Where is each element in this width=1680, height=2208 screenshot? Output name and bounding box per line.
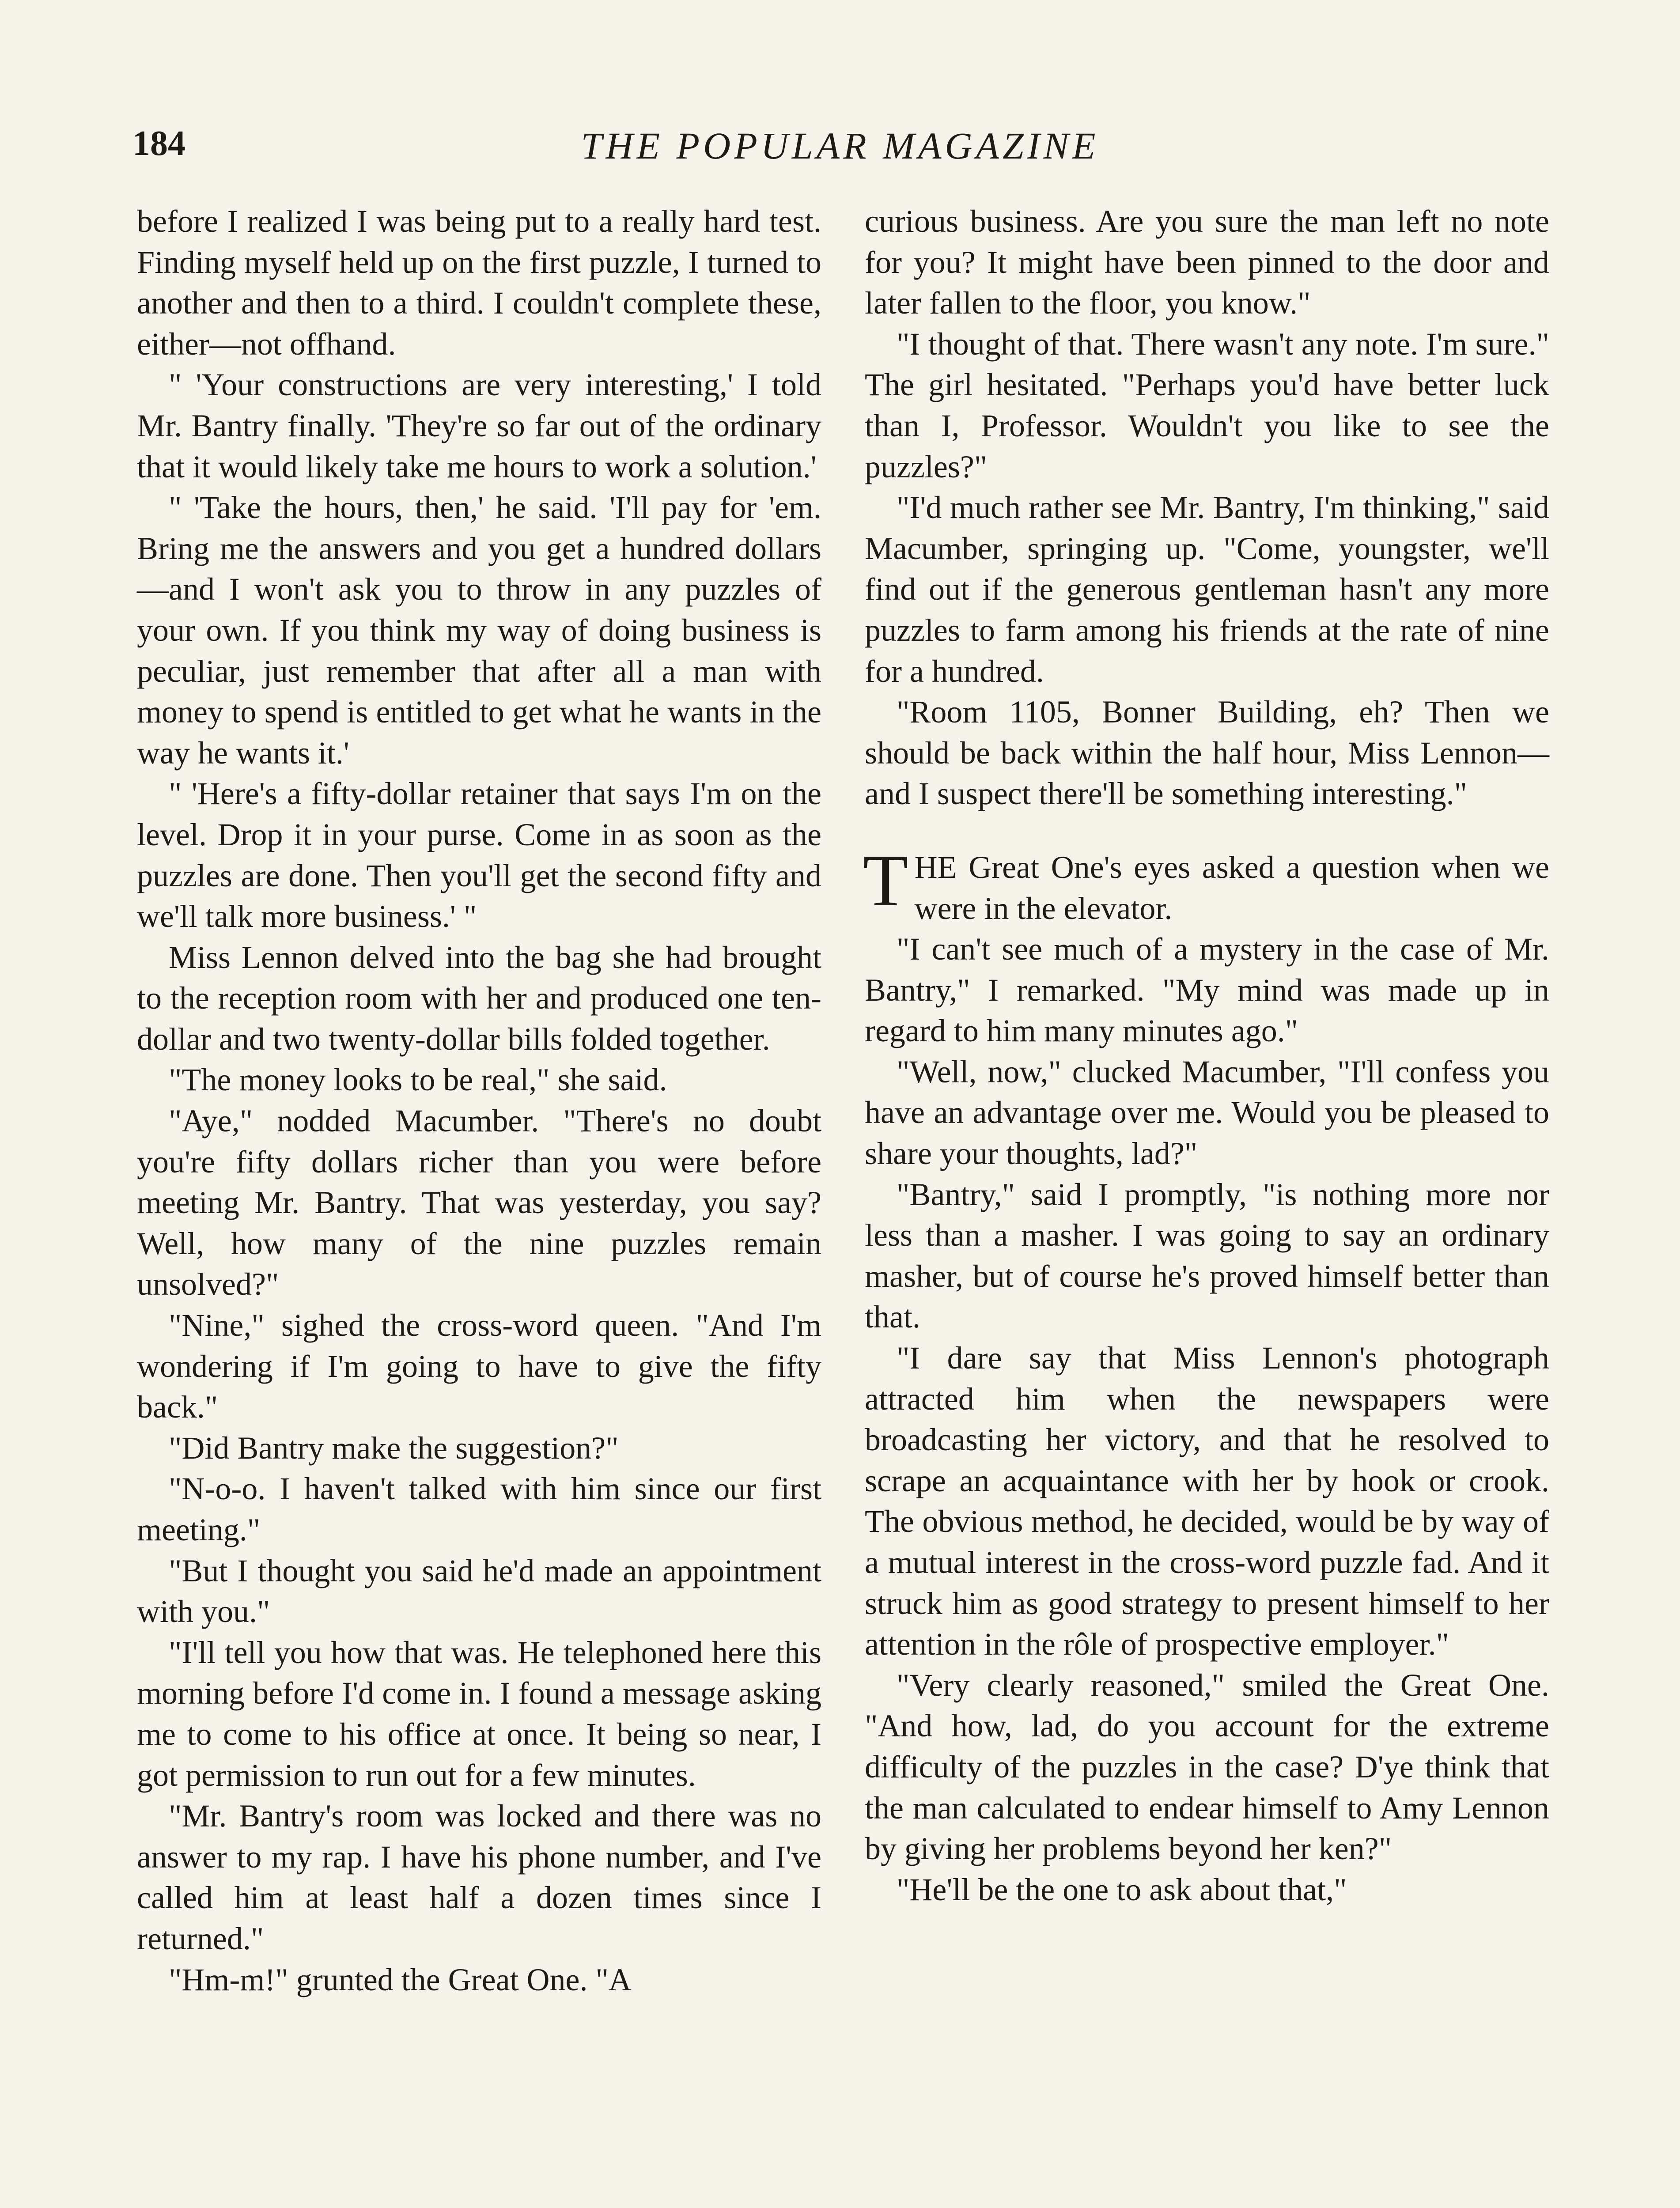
paragraph: "I can't see much of a mystery in the case of Mr. Bantry," I remarked. "My mind was made up in regard to him many minutes ago." xyxy=(865,931,1549,1049)
paragraph: Miss Lennon delved into the bag she had brought to the reception room with her and produced one ten-dollar and two twenty-dollar bills folded together. xyxy=(137,939,821,1057)
paragraph: "I dare say that Miss Lennon's photograph attracted him when the newspapers were broadcasting her victory, and that he resolved to scrape an acquaintance with her by hook or crook. The obvious method, he decided, would be by way of a mutual interest in the cross-word puzzle fad. And it struck him as good strategy to present himself to her attention in the rôle of prospective employer." xyxy=(865,1340,1549,1662)
right-column xyxy=(865,201,1549,1910)
drop-cap: T xyxy=(863,839,908,922)
running-head: THE POPULAR MAGAZINE xyxy=(581,125,1099,167)
paragraph: "I'd much rather see Mr. Bantry, I'm thinking," said Macumber, springing up. "Come, youngster, we'll find out if the generous gentleman hasn't any more puzzles to farm among his friends at the rate of nine for a hundred. xyxy=(865,490,1549,689)
paragraph: "Mr. Bantry's room was locked and there was no answer to my rap. I have his phone number, and I've called him at least half a dozen times since I returned." xyxy=(137,1798,821,1956)
page-number: 184 xyxy=(132,124,185,163)
paragraph: before I realized I was being put to a really hard test. Finding myself held up on the first puzzle, I turned to another and then to a third. I couldn't complete these, either—not offhand. xyxy=(137,204,821,362)
paragraph: "Aye," nodded Macumber. "There's no doubt you're fifty dollars richer than you were before meeting Mr. Bantry. That was yesterday, you say? Well, how many of the nine puzzles remain unsolved?" xyxy=(137,1103,821,1302)
paragraph: "Bantry," said I promptly, "is nothing more nor less than a masher. I was going to say an ordinary masher, but of course he's proved himself better than that. xyxy=(865,1176,1549,1335)
paragraph: "But I thought you said he'd made an appointment with you." xyxy=(137,1553,821,1630)
paragraph-text: HE Great One's eyes asked a question when we were in the elevator. xyxy=(914,849,1549,926)
paragraph: " 'Take the hours, then,' he said. 'I'll pay for 'em. Bring me the answers and you get a hundred dollars—and I won't ask you to throw in any puzzles of your own. If you think my way of doing business is peculiar, just remember that after all a man with money to spend is entitled to get what he wants in the way he wants it.' xyxy=(137,490,821,771)
left-column xyxy=(137,201,821,2000)
paragraph: "He'll be the one to ask about that," xyxy=(897,1872,1347,1907)
paragraph: "Nine," sighed the cross-word queen. "And I'm wondering if I'm going to have to give the fifty back." xyxy=(137,1308,821,1425)
paragraph: "Well, now," clucked Macumber, "I'll confess you have an advantage over me. Would you be pleased to share your thoughts, lad?" xyxy=(865,1054,1549,1172)
paragraph: " 'Here's a fifty-dollar retainer that says I'm on the level. Drop it in your purse. Come in as soon as the puzzles are done. Then you'll get the second fifty and we'll talk more business.' " xyxy=(137,776,821,934)
paragraph: "Hm-m!" grunted the Great One. "A xyxy=(169,1962,632,1997)
paragraph: "Room 1105, Bonner Building, eh? Then we should be back within the half hour, Miss Lennon—and I suspect there'll be something interesting." xyxy=(865,694,1549,812)
paragraph: curious business. Are you sure the man left no note for you? It might have been pinned to the door and later fallen to the floor, you know." xyxy=(865,204,1549,321)
paragraph: "N-o-o. I haven't talked with him since our first meeting." xyxy=(137,1471,821,1547)
paragraph: "I'll tell you how that was. He telephoned here this morning before I'd come in. I found a message asking me to come to his office at once. It being so near, I got permission to run out for a few minutes. xyxy=(137,1634,821,1793)
paragraph: " 'Your constructions are very interesting,' I told Mr. Bantry finally. 'They're so far out of the ordinary that it would likely take me hours to work a solution.' xyxy=(137,367,821,484)
paragraph: "I thought of that. There wasn't any note. I'm sure." The girl hesitated. "Perhaps you'd have better luck than I, Professor. Wouldn't you like to see the puzzles?" xyxy=(865,326,1549,484)
paragraph: "Very clearly reasoned," smiled the Great One. "And how, lad, do you account for the extreme difficulty of the puzzles in the case? D'ye think that the man calculated to endear himself to Amy Lennon by giving her problems beyond her ken?" xyxy=(865,1667,1549,1867)
paragraph: "The money looks to be real," she said. xyxy=(169,1062,667,1098)
section-opening-paragraph xyxy=(863,839,1549,929)
paragraph: "Did Bantry make the suggestion?" xyxy=(169,1430,619,1466)
